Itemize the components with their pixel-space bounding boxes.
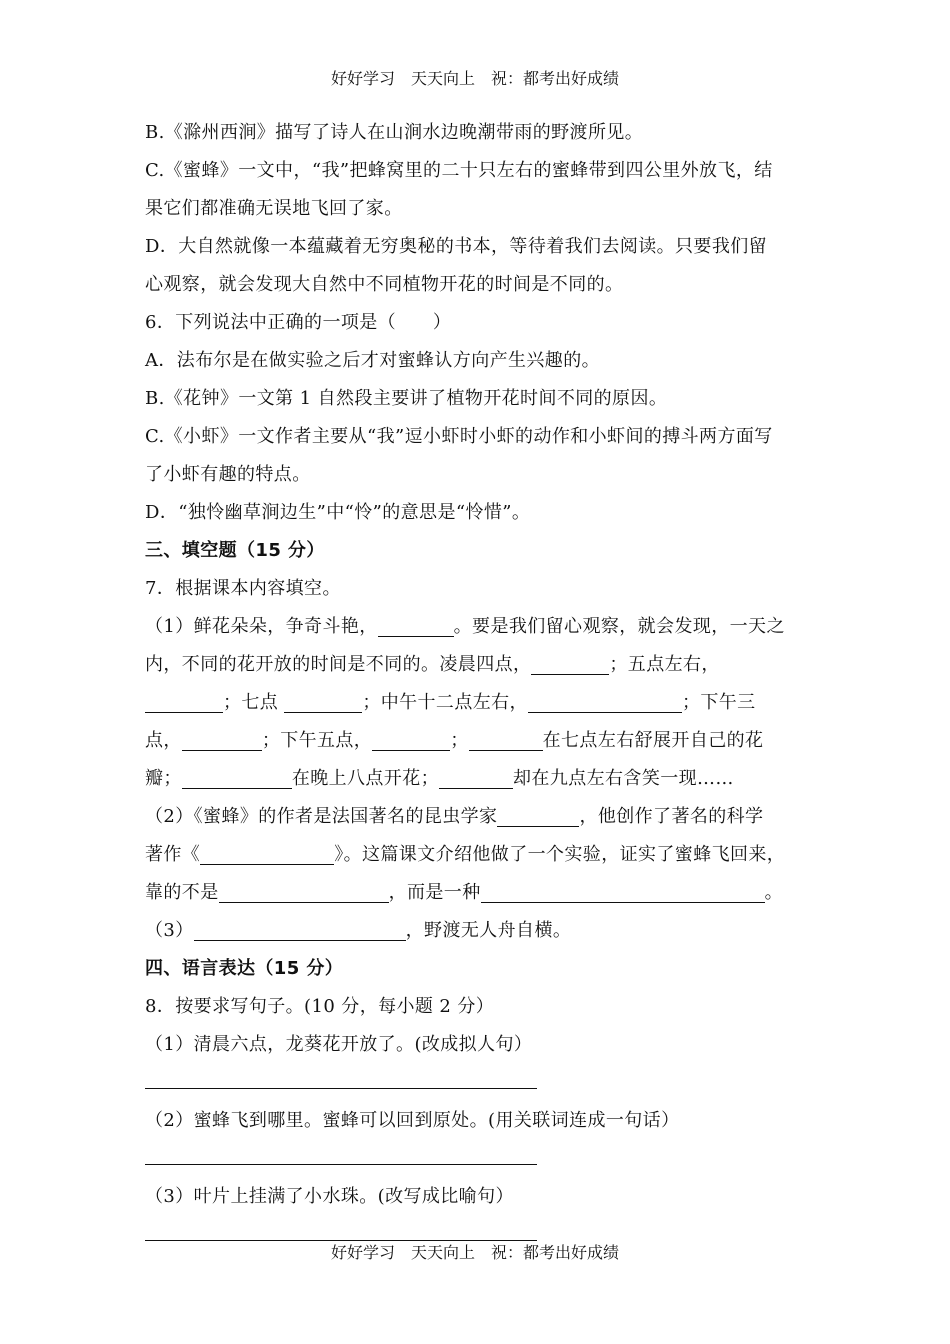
answer-line-2[interactable] xyxy=(145,1140,813,1178)
q7-part1-line2 xyxy=(145,646,813,684)
q6-option-c: C.《小虾》一文作者主要从“我”逗小虾时小虾的动作和小虾间的搏斗两方面写 xyxy=(145,426,773,447)
text: ；下午五点， xyxy=(261,730,373,751)
q7-stem: 7．根据课本内容填空。 xyxy=(145,578,341,599)
page-header: 好好学习 天天向上 祝：都考出好成绩 xyxy=(330,69,619,88)
blank-11[interactable] xyxy=(497,806,579,827)
answer-underline xyxy=(145,1088,537,1089)
text: 内，不同的花开放的时间是不同的。凌晨四点， xyxy=(145,654,532,675)
text: 却在九点左右含笑一现…… xyxy=(513,768,734,789)
q6-option-a: A．法布尔是在做实验之后才对蜜蜂认方向产生兴趣的。 xyxy=(145,350,600,371)
q5-option-d: D．大自然就像一本蕴藏着无穷奥秘的书本，等待着我们去阅读。只要我们留 xyxy=(145,236,768,257)
text: ，而是一种 xyxy=(388,882,481,903)
q7-part1-line1 xyxy=(145,608,813,646)
q7-part1-line3 xyxy=(145,684,813,722)
blank-13[interactable] xyxy=(219,882,389,903)
blank-7[interactable] xyxy=(372,730,450,751)
blank-12[interactable] xyxy=(200,844,334,865)
text: 靠的不是 xyxy=(145,882,219,903)
text: ；七点 xyxy=(223,692,285,713)
blank-2[interactable] xyxy=(531,654,609,675)
q7-part1-line5 xyxy=(145,760,813,798)
blank-6[interactable] xyxy=(182,730,262,751)
q6-option-d: D．“独怜幽草涧边生”中“怜”的意思是“怜惜”。 xyxy=(145,502,531,523)
q6-option-c-cont: 了小虾有趣的特点。 xyxy=(145,464,311,485)
q5-option-c: C.《蜜蜂》一文中，“我”把蜂窝里的二十只左右的蜜蜂带到四公里外放飞，结 xyxy=(145,160,773,181)
text: ；下午三 xyxy=(681,692,756,713)
text: 在晚上八点开花； xyxy=(291,768,440,789)
text: 在七点左右舒展开自己的花 xyxy=(542,730,764,751)
section-3-title: 三、填空题（15 分） xyxy=(145,540,325,561)
q7-part2-line3 xyxy=(145,874,813,912)
text: （3） xyxy=(145,920,194,941)
q5-option-c-cont: 果它们都准确无误地飞回了家。 xyxy=(145,198,403,219)
blank-8[interactable] xyxy=(469,730,543,751)
blank-4[interactable] xyxy=(284,692,362,713)
q7-part1-line4 xyxy=(145,722,813,760)
blank-14[interactable] xyxy=(481,882,765,903)
q8-sentence-3: （3）叶片上挂满了小水珠。(改写成比喻句） xyxy=(145,1186,514,1207)
q7-part2-line1 xyxy=(145,798,813,836)
text: 著作《 xyxy=(145,844,201,865)
page-footer: 好好学习 天天向上 祝：都考出好成绩 xyxy=(330,1243,619,1262)
q7-part2-line2 xyxy=(145,836,813,874)
answer-line-1[interactable] xyxy=(145,1064,813,1102)
blank-9[interactable] xyxy=(182,768,292,789)
text: 瓣； xyxy=(145,768,182,789)
section-4-title: 四、语言表达（15 分） xyxy=(145,958,344,979)
blank-3[interactable] xyxy=(145,692,223,713)
blank-5[interactable] xyxy=(528,692,682,713)
text: 。 xyxy=(764,882,784,903)
q6-stem: 6．下列说法中正确的一项是（ ） xyxy=(145,312,452,333)
exam-page xyxy=(145,114,813,1254)
text: （1）鲜花朵朵，争奇斗艳， xyxy=(145,616,378,637)
blank-10[interactable] xyxy=(439,768,513,789)
q8-stem: 8．按要求写句子。(10 分，每小题 2 分） xyxy=(145,996,495,1017)
answer-underline xyxy=(145,1164,537,1165)
blank-15[interactable] xyxy=(194,920,406,941)
text: 。要是我们留心观察，就会发现，一天之 xyxy=(453,616,785,637)
text: ；五点左右， xyxy=(609,654,720,675)
text: ；中午十二点左右， xyxy=(362,692,528,713)
q8-sentence-1: （1）清晨六点，龙葵花开放了。(改成拟人句） xyxy=(145,1034,533,1055)
q6-option-b: B.《花钟》一文第 1 自然段主要讲了植物开花时间不同的原因。 xyxy=(145,388,668,409)
text: 点， xyxy=(145,730,182,751)
text: （2）《蜜蜂》的作者是法国著名的昆虫学家 xyxy=(145,806,498,827)
text: ； xyxy=(450,730,469,751)
q7-part3 xyxy=(145,912,813,950)
q5-option-d-cont: 心观察，就会发现大自然中不同植物开花的时间是不同的。 xyxy=(145,274,624,295)
blank-1[interactable] xyxy=(378,616,454,637)
text: ，他创作了著名的科学 xyxy=(579,806,764,827)
q8-sentence-2: （2）蜜蜂飞到哪里。蜜蜂可以回到原处。(用关联词连成一句话） xyxy=(145,1110,680,1131)
q5-option-b: B.《滁州西涧》描写了诗人在山涧水边晚潮带雨的野渡所见。 xyxy=(145,122,644,143)
text: ，野渡无人舟自横。 xyxy=(405,920,572,941)
text: 》。这篇课文介绍他做了一个实验，证实了蜜蜂飞回来， xyxy=(334,844,786,865)
